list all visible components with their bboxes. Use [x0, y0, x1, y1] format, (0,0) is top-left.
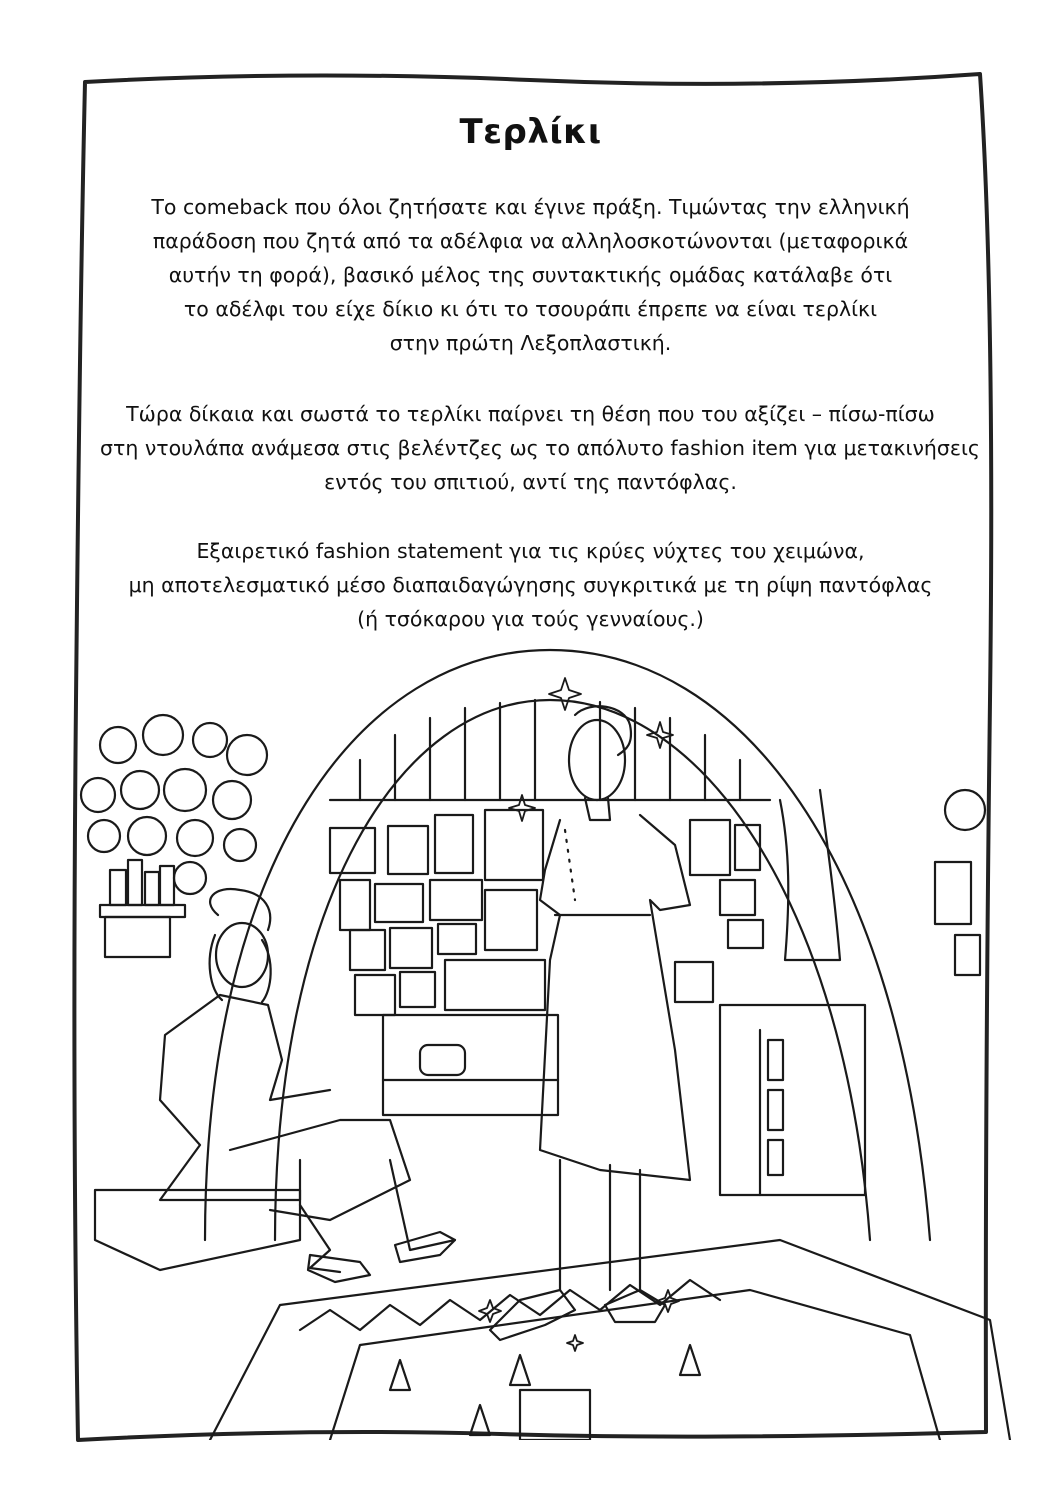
text-line: (ή τσόκαρου για τούς γενναίους.) — [357, 607, 704, 631]
intro-paragraph — [100, 190, 961, 360]
bench — [95, 1190, 300, 1270]
text-line: εντός του σπιτιού, αντί της παντόφλας. — [324, 470, 737, 494]
ceiling-beams — [330, 700, 770, 800]
curtain — [780, 790, 840, 960]
bottle-shelf — [100, 860, 185, 957]
text-line: Εξαιρετικό fashion statement για τις κρύες νύχτες του χειμώνα, — [196, 539, 865, 563]
page-title: Τερλίκι — [459, 112, 602, 152]
second-paragraph — [100, 397, 980, 499]
room-illustration — [0, 640, 1061, 1440]
text-line: Τώρα δίκαια και σωστά το τερλίκι παίρνει τη θέση που του αξίζει – πίσω-πίσω — [126, 402, 935, 426]
wall-pictures — [330, 810, 980, 1015]
text-line: μη αποτελεσματικό μέσο διαπαιδαγώγησης συγκριτικά με τη ρίψη παντόφλας — [128, 573, 933, 597]
text-line: Το comeback που όλοι ζητήσατε και έγινε πράξη. Τιμώντας την ελληνική — [151, 195, 910, 219]
wall-plates — [81, 715, 985, 894]
third-paragraph — [100, 534, 961, 636]
text-line: στην πρώτη Λεξοπλαστική. — [389, 331, 672, 355]
text-line: το αδέλφι του είχε δίκιο κι ότι το τσουράπι έπρεπε να είναι τερλίκι — [183, 297, 878, 321]
dresser — [720, 1005, 865, 1195]
text-line: παράδοση που ζητά από τα αδέλφια να αλληλοσκοτώνονται (μεταφορικά — [152, 229, 909, 253]
text-line: αυτήν τη φορά), βασικό μέλος της συντακτικής ομάδας κατάλαβε ότι — [168, 263, 893, 287]
text-line: στη ντουλάπα ανάμεσα στις βελέντζες ως το απόλυτο fashion item για μετακινήσεις — [100, 436, 980, 460]
bed — [383, 1015, 558, 1115]
